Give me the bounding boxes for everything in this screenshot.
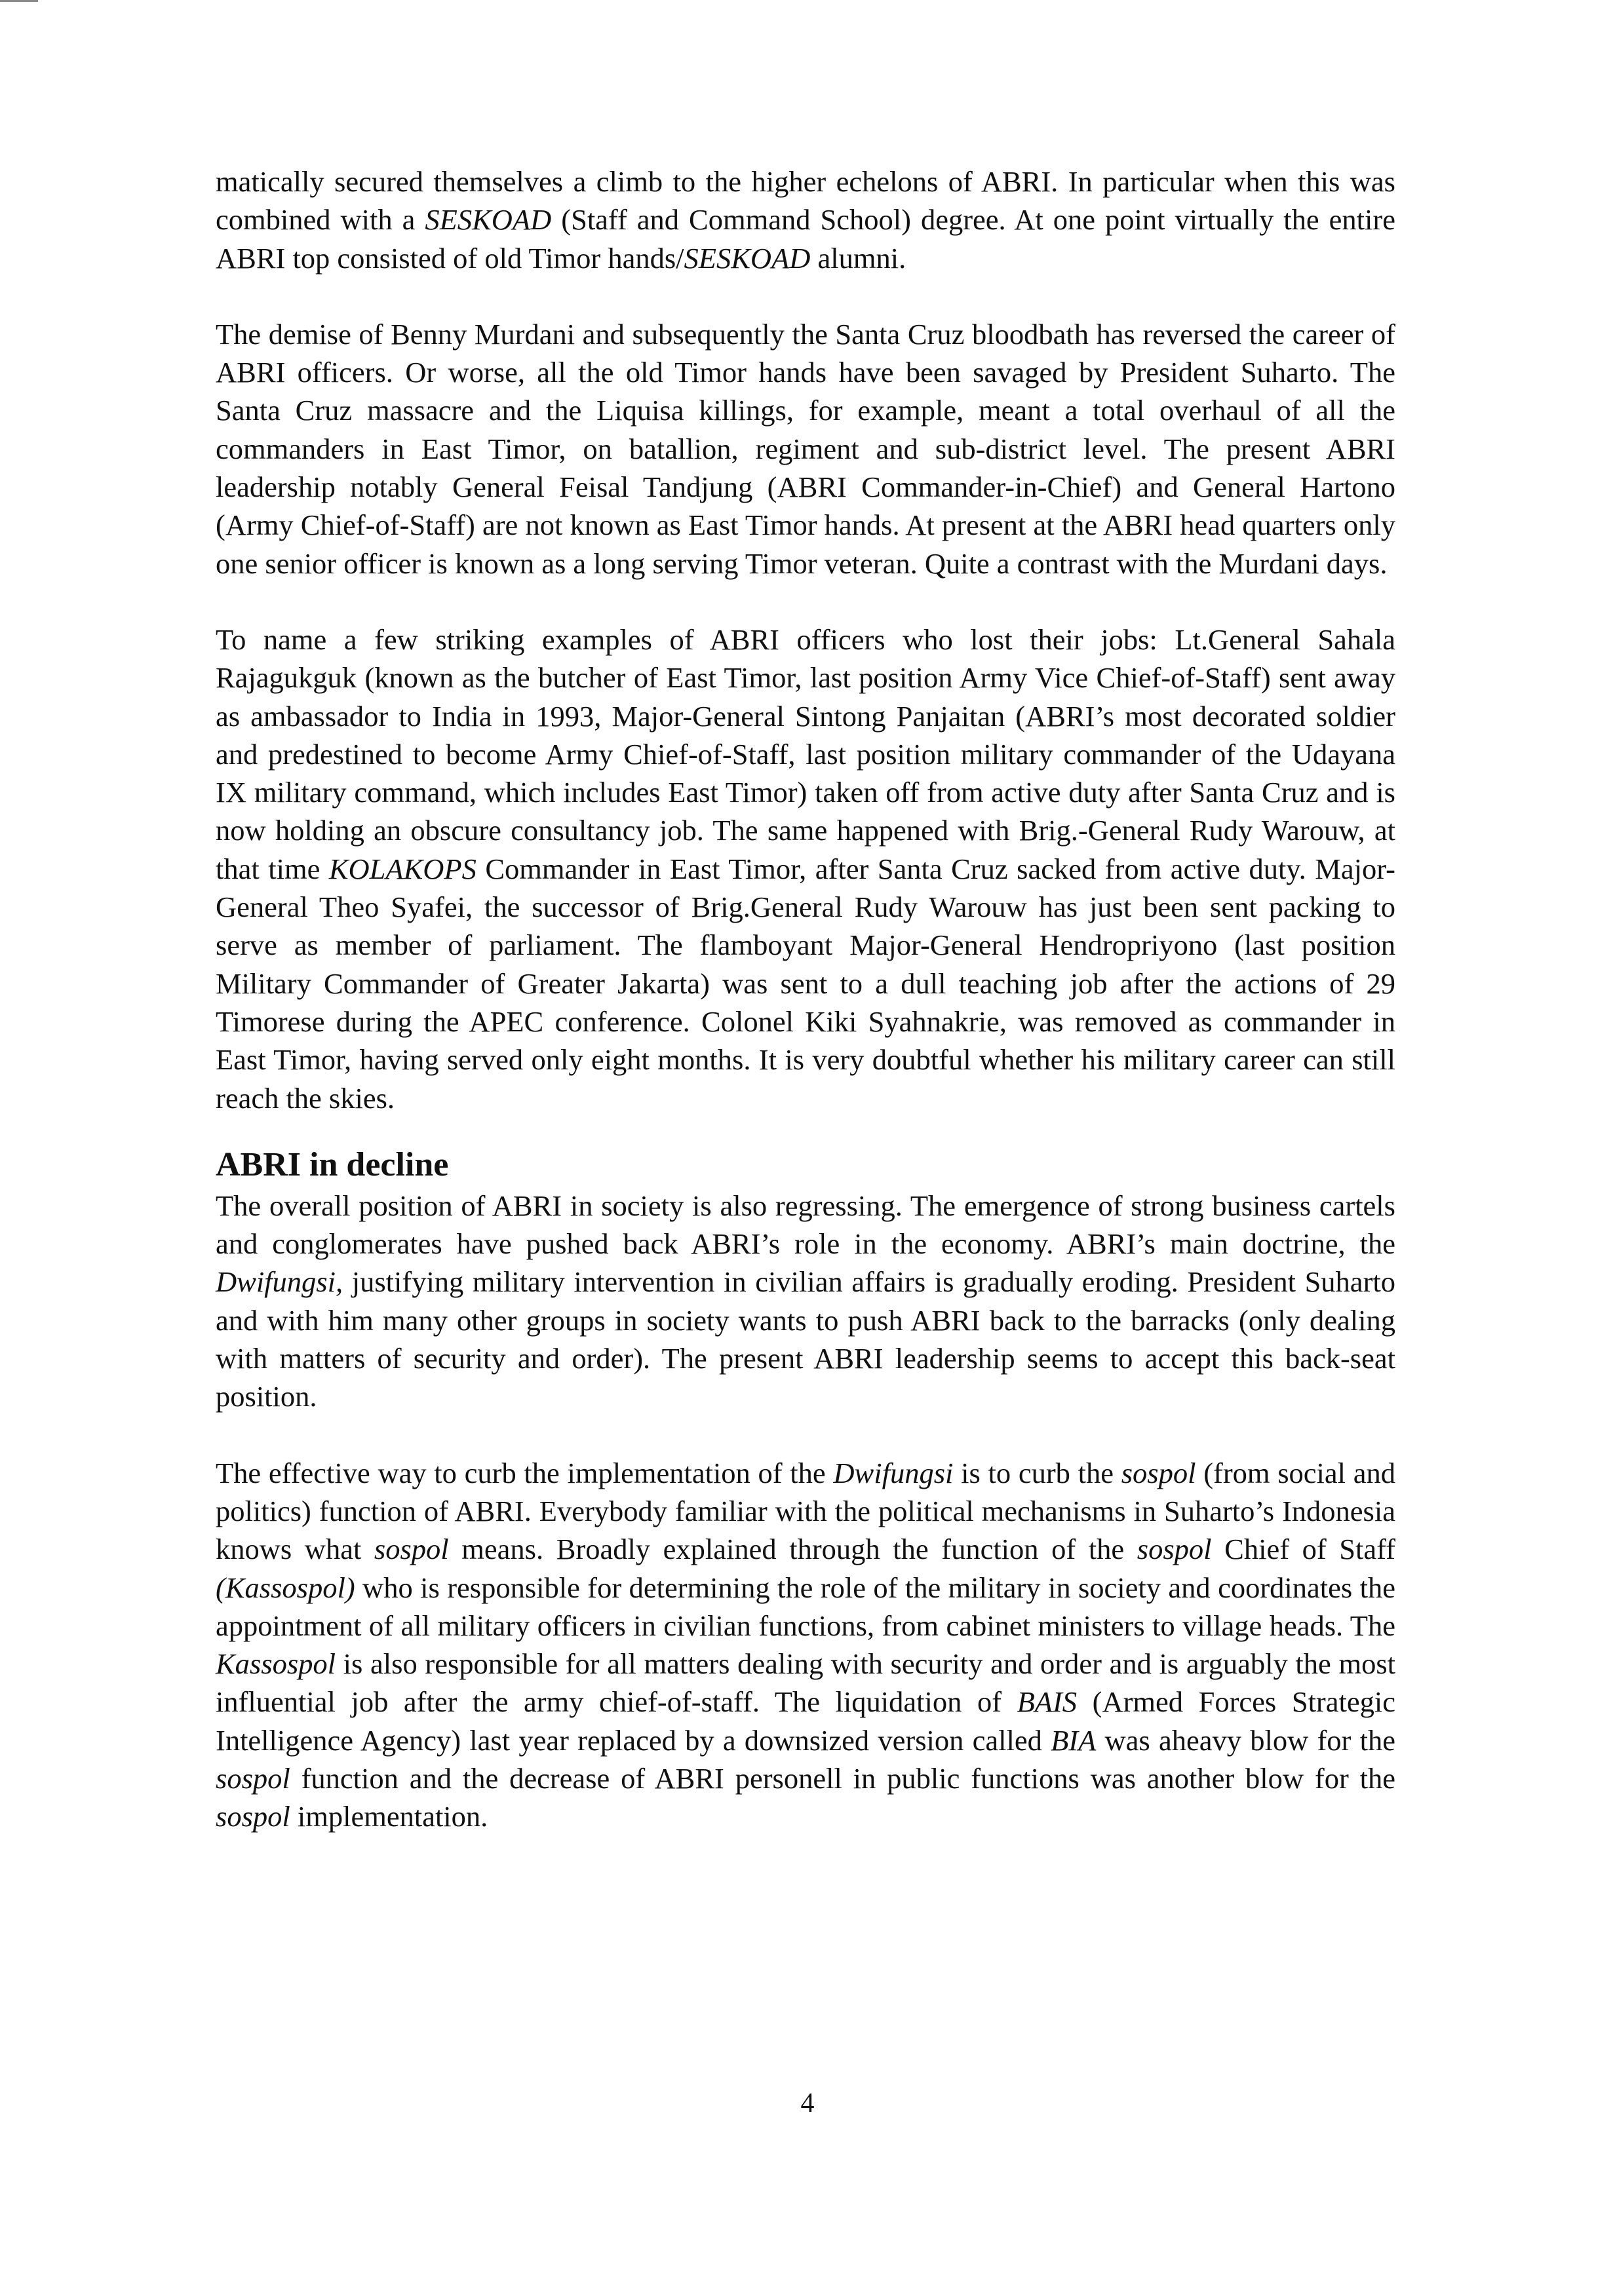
- italic-term: Dwifungsi,: [216, 1265, 343, 1299]
- italic-term: Dwifungsi: [833, 1456, 954, 1489]
- italic-term: Kassospol: [216, 1647, 336, 1681]
- text-run: (Staff and Command School) degree. At one point virtually the entire ABRI top consisted of old Timor hands/: [216, 203, 1395, 275]
- document-page: [216, 163, 1395, 1836]
- italic-term: SESKOAD: [425, 203, 552, 237]
- text-run: justifying military intervention in civilian affairs is gradually eroding. President Suharto and with him many other groups in society wants to push ABRI back to the barracks (only dealing with matters of security and order). The present ABRI leadership seems to accept this back-seat position.: [216, 1265, 1395, 1413]
- italic-term: BIA: [1051, 1723, 1097, 1757]
- text-run: Commander in East Timor, after Santa Cruz sacked from active duty. Major-General Theo Syafei, the successor of Brig.General Rudy Warouw has just been sent packing to serve as member of parliament. The flamboyant Major-General Hendropriyono (last position Military Commander of Greater Jakarta) was sent to a dull teaching job after the actions of 29 Timorese during the APEC conference. Colonel Kiki Syahnakrie, was removed as commander in East Timor, having served only eight months. It is very doubtful whether his military career can still reach the skies.: [216, 852, 1395, 1115]
- italic-term: BAIS: [1017, 1685, 1078, 1719]
- paragraph-2: [216, 315, 1395, 583]
- paragraph-4: [216, 1187, 1395, 1416]
- paragraph-3: [216, 621, 1395, 1117]
- italic-term: sospol: [374, 1533, 449, 1566]
- scan-edge-mark: [0, 0, 38, 2]
- text-run: (from social and politics) function of ABRI. Everybody familiar with the political mechanisms in Suharto’s Indonesia knows what: [216, 1456, 1395, 1566]
- text-run: Chief of Staff: [1211, 1533, 1395, 1566]
- text-run: The effective way to curb the implementation of the: [216, 1456, 834, 1489]
- text-run: alumni.: [810, 241, 906, 275]
- text-run: means. Broadly explained through the function of the: [448, 1533, 1137, 1566]
- italic-term: SESKOAD: [684, 241, 811, 275]
- text-run: is also responsible for all matters dealing with security and order and is arguably the most influential job after the army chief-of-staff. The liquidation of: [216, 1647, 1395, 1719]
- text-run: was aheavy blow for the: [1096, 1723, 1395, 1757]
- text-run: function and the decrease of ABRI personell in public functions was another blow for the: [290, 1761, 1395, 1795]
- italic-term: sospol: [216, 1800, 290, 1833]
- paragraph-5: [216, 1454, 1395, 1836]
- italic-term: (Kassospol): [216, 1571, 355, 1604]
- text-run: (Armed Forces Strategic Intelligence Agency) last year replaced by a downsized version called: [216, 1685, 1395, 1757]
- italic-term: sospol: [1137, 1533, 1212, 1566]
- italic-term: sospol: [216, 1761, 290, 1795]
- text-run: The overall position of ABRI in society is also regressing. The emergence of strong business cartels and conglomerates have pushed back ABRI’s role in the economy. ABRI’s main doctrine, the: [216, 1189, 1395, 1261]
- text-run: is to curb the: [953, 1456, 1121, 1489]
- paragraph-1: [216, 163, 1395, 277]
- text-run: implementation.: [290, 1800, 488, 1833]
- italic-term: KOLAKOPS: [328, 852, 477, 885]
- text-run: To name a few striking examples of ABRI officers who lost their jobs: Lt.General Sahala Rajagukguk (known as the butcher of East Timor, last position Army Vice Chief-of-Staff) sent away as ambassador to India in 1993, Major-General Sintong Panjaitan (ABRI’s most decorated soldier and predestined to become Army Chief-of-Staff, last position military commander of the Udayana IX military command, which includes East Timor) taken off from active duty after Santa Cruz and is now holding an obscure consultancy job. The same happened with Brig.-General Rudy Warouw, at that time: [216, 622, 1395, 885]
- text-run: matically secured themselves a climb to the higher echelons of ABRI. In particular when this was combined with a: [216, 165, 1395, 237]
- page-number: 4: [800, 2088, 815, 2118]
- section-heading: ABRI in decline: [216, 1145, 449, 1183]
- text-run: The demise of Benny Murdani and subsequently the Santa Cruz bloodbath has reversed the career of ABRI officers. Or worse, all the old Timor hands have been savaged by President Suharto. The Santa Cruz massacre and the Liquisa killings, for example, meant a total overhaul of all the commanders in East Timor, on batallion, regiment and sub-district level. The present ABRI leadership notably General Feisal Tandjung (ABRI Commander-in-Chief) and General Hartono (Army Chief-of-Staff) are not known as East Timor hands. At present at the ABRI head quarters only one senior officer is known as a long serving Timor veteran. Quite a contrast with the Murdani days.: [216, 317, 1395, 580]
- italic-term: sospol: [1121, 1456, 1196, 1489]
- text-run: who is responsible for determining the role of the military in society and coordinates the appointment of all military officers in civilian functions, from cabinet ministers to village heads. The: [216, 1571, 1395, 1642]
